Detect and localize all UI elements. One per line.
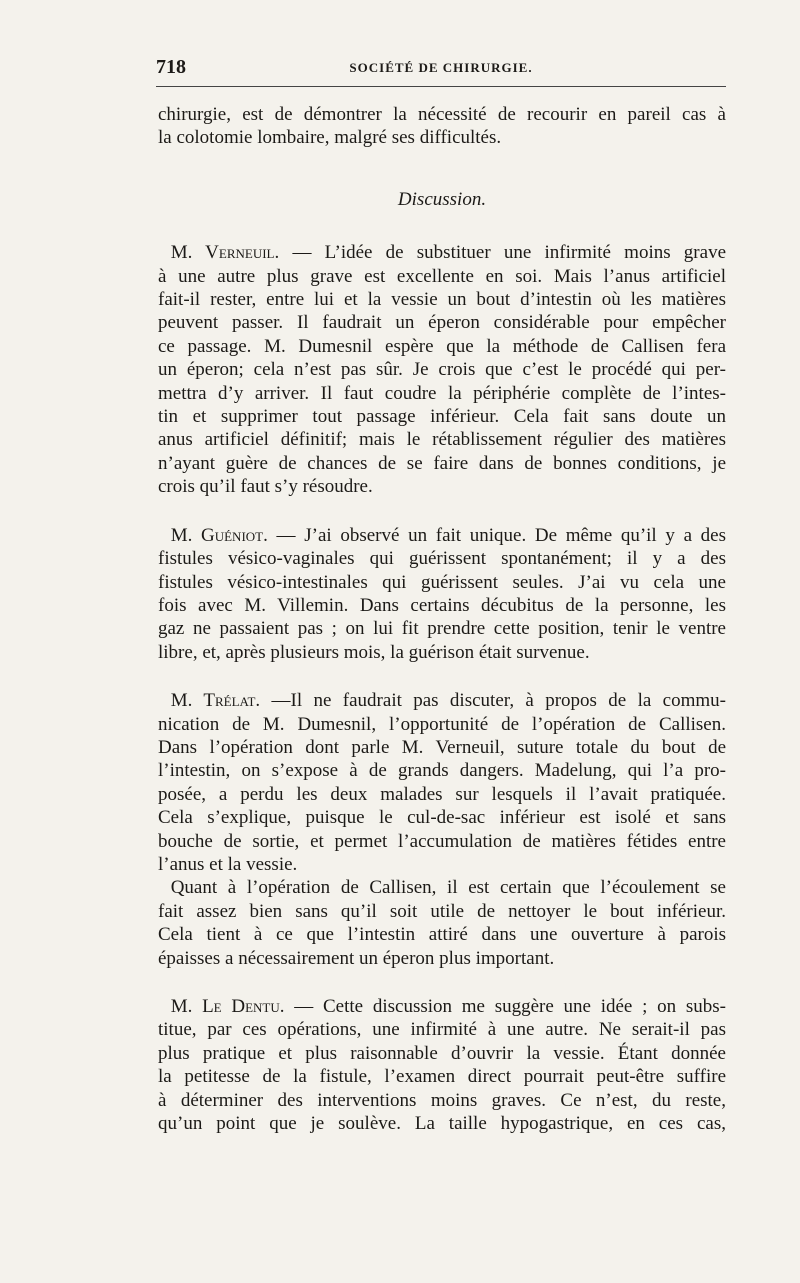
- trelat-paragraph-2: [158, 876, 726, 970]
- trelat-paragraph: [158, 689, 726, 876]
- text-line: tin et supprimer tout passage inférieur. Cela fait sans doute un: [158, 406, 726, 428]
- text-line: gaz ne passaient pas ; on lui fit prendre cette position, tenir le ventre: [158, 618, 726, 640]
- text-line: fois avec M. Villemin. Dans certains décubitus de la personne, les: [158, 594, 726, 616]
- text-line: Cela tient à ce que l’intestin attiré dans une ouverture à parois: [158, 924, 726, 946]
- ledentu-paragraph: [158, 995, 726, 1135]
- text-line: bouche de sortie, et permet l’accumulation de matières fétides entre: [158, 830, 726, 852]
- paragraph-gap: [158, 970, 726, 995]
- text-line: [158, 241, 726, 264]
- text-line: chirurgie, est de démontrer la nécessité de recourir en pareil cas à: [158, 104, 726, 125]
- gueniot-paragraph: [158, 524, 726, 664]
- text-fragment: — Cette discussion me suggère une idée ; on subs-: [294, 996, 726, 1017]
- speaker-name: M. Guéniot.: [170, 524, 268, 546]
- text-line: peuvent passer. Il faudrait un éperon considérable pour empêcher: [158, 312, 726, 334]
- text-line: [158, 689, 726, 712]
- text-line: anus artificiel définitif; mais le rétablissement régulier des matières: [158, 429, 726, 451]
- page-body: [158, 103, 726, 1135]
- text-line: fait-il rester, entre lui et la vessie un bout d’intestin où les matières: [158, 289, 726, 311]
- text-line: qu’un point que je soulève. La taille hypogastrique, en ces cas,: [158, 1113, 726, 1135]
- text-line: fistules vésico-intestinales qui guérissent seules. J’ai vu cela une: [158, 571, 726, 593]
- text-fragment: —Il ne faudrait pas discuter, à propos de la commu-: [271, 690, 726, 712]
- text-line: titue, par ces opérations, une infirmité à une autre. Ne serait-il pas: [158, 1019, 726, 1041]
- intro-paragraph: [158, 103, 726, 150]
- section-heading: Discussion.: [397, 188, 487, 210]
- text-line: à une autre plus grave est excellente en soi. Mais l’anus artificiel: [158, 265, 726, 287]
- text-line: plus pratique et plus raisonnable d’ouvrir la vessie. Étant donnée: [158, 1042, 726, 1064]
- text-line: crois qu’il faut s’y résoudre.: [158, 476, 373, 498]
- text-line: nication de M. Dumesnil, l’opportunité de l’opération de Callisen.: [158, 713, 726, 735]
- text-line: l’intestin, on s’expose à de grands dangers. Madelung, qui l’a pro-: [158, 760, 726, 782]
- text-fragment: — J’ai observé un fait unique. De même qu’il y a des: [276, 524, 727, 546]
- text-line: Dans l’opération dont parle M. Verneuil, suture totale du bout de: [158, 736, 726, 758]
- text-line: à déterminer des interventions moins graves. Ce n’est, du reste,: [158, 1089, 726, 1111]
- text-line: [158, 524, 726, 547]
- text-line: épaisses a nécessairement un éperon plus important.: [158, 947, 555, 969]
- speaker-name: M. Verneuil.: [170, 242, 280, 264]
- speaker-name: M. Trélat.: [170, 690, 261, 712]
- text-line: fait assez bien sans qu’il soit utile de nettoyer le bout inférieur.: [158, 900, 726, 922]
- text-line: ce passage. M. Dumesnil espère que la méthode de Callisen fera: [158, 335, 726, 357]
- page-number: 718: [156, 56, 186, 78]
- verneuil-paragraph: [158, 241, 726, 498]
- text-line: [158, 995, 726, 1018]
- text-line: fistules vésico-vaginales qui guérissent spontanément; il y a des: [158, 548, 726, 570]
- text-line: libre, et, après plusieurs mois, la guérison était survenue.: [158, 641, 590, 663]
- text-line: [158, 876, 726, 899]
- text-line: n’ayant guère de chances de se faire dans de bonnes conditions, je: [158, 452, 726, 474]
- text-line: l’anus et la vessie.: [158, 853, 298, 875]
- paragraph-gap: [158, 664, 726, 689]
- text-line: posée, a perdu les deux malades sur lesquels il l’avait pratiquée.: [158, 783, 726, 805]
- text-line: Cela s’explique, puisque le cul-de-sac inférieur est isolé et sans: [158, 807, 726, 829]
- page-header: [156, 56, 726, 87]
- paragraph-gap: [158, 499, 726, 524]
- text-line: un éperon; cela n’est pas sûr. Je crois que c’est le procédé qui per-: [158, 359, 726, 381]
- text-line: la colotomie lombaire, malgré ses difficultés.: [158, 127, 502, 149]
- running-title: SOCIÉTÉ DE CHIRURGIE.: [349, 60, 533, 75]
- text-fragment: Quant à l’opération de Callisen, il est certain que l’écoulement se: [170, 877, 726, 899]
- text-fragment: — L’idée de substituer une infirmité moins grave: [292, 242, 727, 264]
- text-line: mettra d’y arriver. Il faut coudre la périphérie complète de l’intes-: [158, 382, 726, 404]
- text-line: la petitesse de la fistule, l’examen direct pourrait peut-être suffire: [158, 1066, 726, 1088]
- speaker-name: M. Le Dentu.: [170, 996, 285, 1017]
